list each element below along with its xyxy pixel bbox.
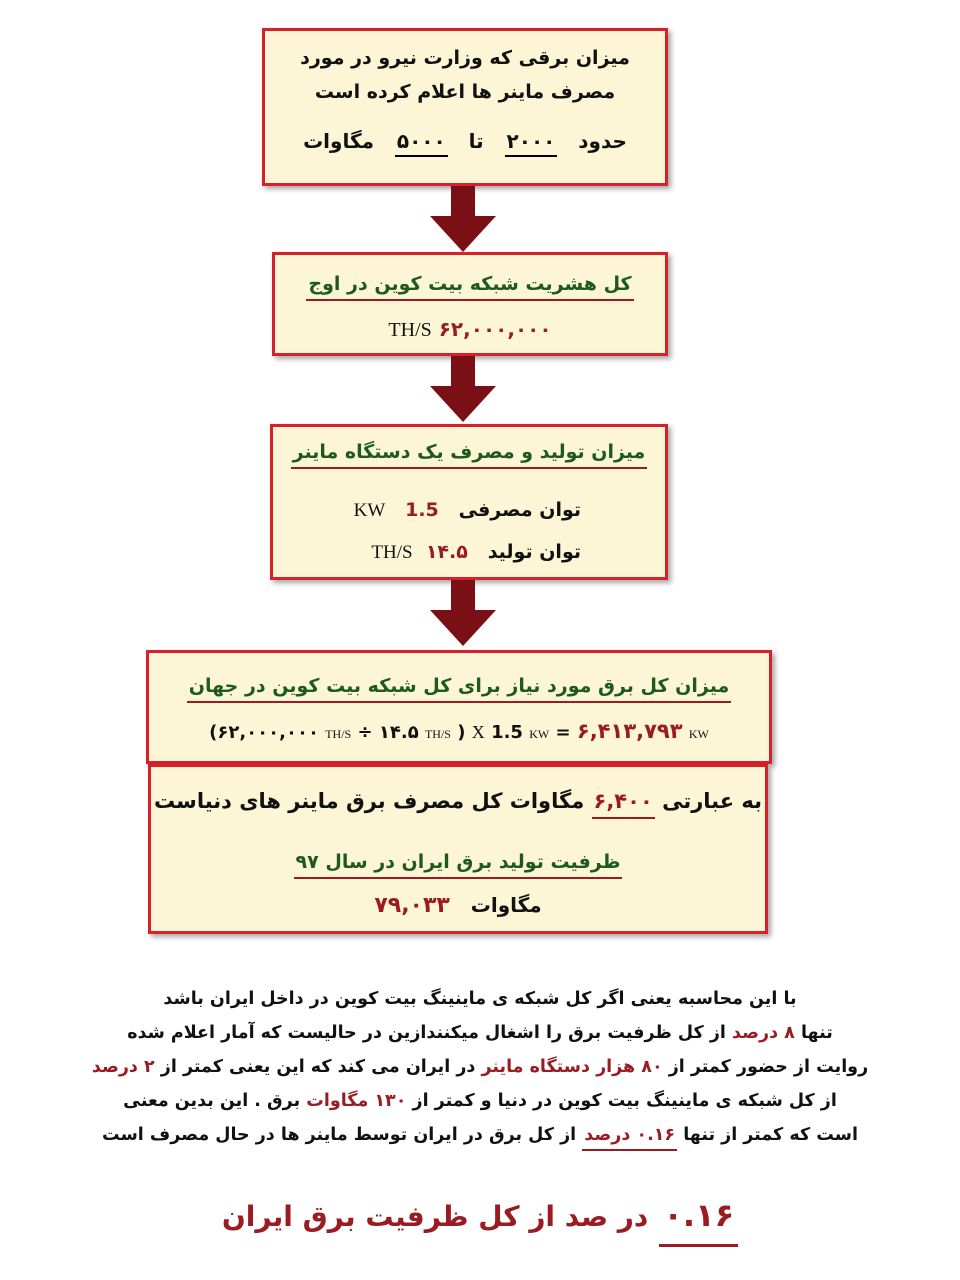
produce-unit: TH/S bbox=[371, 542, 413, 563]
paragraph-text: برق . این بدین معنی bbox=[123, 1091, 301, 1111]
paragraph-text: از کل ظرفیت برق را اشغال میکنندازین در حالیست که آمار اعلام شده bbox=[127, 1023, 726, 1043]
formula-equals: = bbox=[555, 722, 571, 743]
ministry-range bbox=[265, 129, 665, 153]
range-unit: مگاوات bbox=[303, 129, 374, 153]
consume-label: توان مصرفی bbox=[458, 499, 581, 521]
arrow-down-icon bbox=[428, 186, 498, 254]
hashrate-unit: TH/S bbox=[388, 319, 432, 341]
explanation-paragraph bbox=[30, 982, 930, 1152]
highlight-percent-2: ۲ درصد bbox=[91, 1057, 155, 1077]
paragraph-text: است که کمتر از تنها bbox=[683, 1125, 858, 1145]
produce-line bbox=[371, 541, 581, 564]
consume-value: 1.5 bbox=[405, 499, 439, 521]
ministry-line-2: مصرف ماینر ها اعلام کرده است bbox=[314, 81, 616, 103]
highlight-miner-count: ۸۰ هزار دستگاه ماینر bbox=[481, 1057, 663, 1077]
highlight-percent-8: ۸ درصد bbox=[732, 1023, 795, 1043]
paragraph-line-1: با این محاسبه یعنی اگر کل شبکه ی ماینینگ بیت کوین در داخل ایران باشد bbox=[163, 989, 797, 1009]
iran-capacity-line bbox=[151, 893, 765, 918]
formula-device-hash: ۱۴.۵ bbox=[378, 722, 419, 743]
ministry-line-1: میزان برقی که وزارت نیرو در مورد bbox=[300, 47, 630, 69]
single-miner-box bbox=[270, 424, 668, 580]
paragraph-text: از کل برق در ایران توسط ماینر ها در حال مصرف است bbox=[102, 1125, 577, 1145]
hashrate-title: کل هشریت شبکه بیت کوین در اوج bbox=[306, 273, 633, 301]
paragraph-text: تنها bbox=[800, 1023, 833, 1043]
range-to-word: تا bbox=[468, 129, 484, 153]
iran-capacity-value: ۷۹,۰۳۳ bbox=[374, 893, 450, 918]
summary-prefix: به عبارتی bbox=[662, 789, 763, 813]
formula-device-unit: TH/S bbox=[424, 727, 451, 741]
formula-divide: ÷ bbox=[357, 722, 373, 743]
ministry-estimate-box bbox=[262, 28, 668, 186]
formula-kw-unit: KW bbox=[529, 727, 550, 741]
paragraph-text: در ایران می کند که این یعنی کمتر از bbox=[160, 1057, 476, 1077]
produce-label: توان تولید bbox=[487, 541, 581, 563]
hashrate-value: ۶۲,۰۰۰,۰۰۰ bbox=[438, 317, 552, 341]
arrow-down-icon bbox=[428, 356, 498, 424]
footer-value: ۰.۱۶ bbox=[659, 1196, 738, 1247]
paragraph-text: روایت از حضور کمتر از bbox=[668, 1057, 869, 1077]
formula-hashrate: ۶۲,۰۰۰,۰۰۰ bbox=[217, 722, 319, 743]
paragraph-text: از کل شبکه ی ماینینگ بیت کوین در دنیا و کمتر از bbox=[412, 1091, 837, 1111]
paragraph-line-5 bbox=[30, 1118, 930, 1152]
footer-text: در صد از کل ظرفیت برق ایران bbox=[221, 1200, 649, 1233]
range-prefix: حدود bbox=[578, 129, 627, 153]
range-from: ۲۰۰۰ bbox=[505, 129, 558, 157]
summary-value: ۶,۴۰۰ bbox=[592, 789, 655, 819]
iran-capacity-unit: مگاوات bbox=[470, 893, 542, 917]
paragraph-line-3 bbox=[30, 1050, 930, 1084]
summary-line bbox=[151, 789, 765, 813]
produce-value: ۱۴.۵ bbox=[425, 541, 468, 563]
hashrate-value-line bbox=[275, 317, 665, 342]
highlight-130mw: ۱۳۰ مگاوات bbox=[306, 1091, 407, 1111]
formula-result-unit: KW bbox=[688, 727, 709, 741]
formula bbox=[149, 719, 769, 743]
formula-result: ۶,۴۱۳,۷۹۳ bbox=[576, 719, 683, 743]
global-consumption-box bbox=[146, 650, 772, 764]
formula-multiply: X bbox=[471, 722, 485, 742]
arrow-down-icon bbox=[428, 580, 498, 648]
hashrate-box bbox=[272, 252, 668, 356]
formula-hashrate-unit: TH/S bbox=[325, 727, 352, 741]
consume-line bbox=[354, 499, 581, 522]
global-consumption-title: میزان کل برق مورد نیاز برای کل شبکه بیت کوین در جهان bbox=[187, 675, 731, 703]
highlight-percent-016: ۰.۱۶ درصد bbox=[582, 1125, 677, 1151]
summary-box bbox=[148, 764, 768, 934]
paragraph-line-4 bbox=[30, 1084, 930, 1118]
single-miner-title: میزان تولید و مصرف یک دستگاه ماینر bbox=[291, 441, 648, 469]
formula-open-paren: ( bbox=[209, 722, 218, 743]
summary-suffix: مگاوات کل مصرف برق ماینر های دنیاست bbox=[153, 789, 585, 813]
formula-kw: 1.5 bbox=[491, 722, 523, 743]
footer-headline bbox=[0, 1196, 960, 1247]
consume-unit: KW bbox=[353, 500, 386, 521]
paragraph-line-2 bbox=[30, 1016, 930, 1050]
formula-close-paren: ) bbox=[457, 722, 466, 743]
range-to: ۵۰۰۰ bbox=[395, 129, 448, 157]
iran-capacity-title: ظرفیت تولید برق ایران در سال ۹۷ bbox=[294, 851, 623, 879]
